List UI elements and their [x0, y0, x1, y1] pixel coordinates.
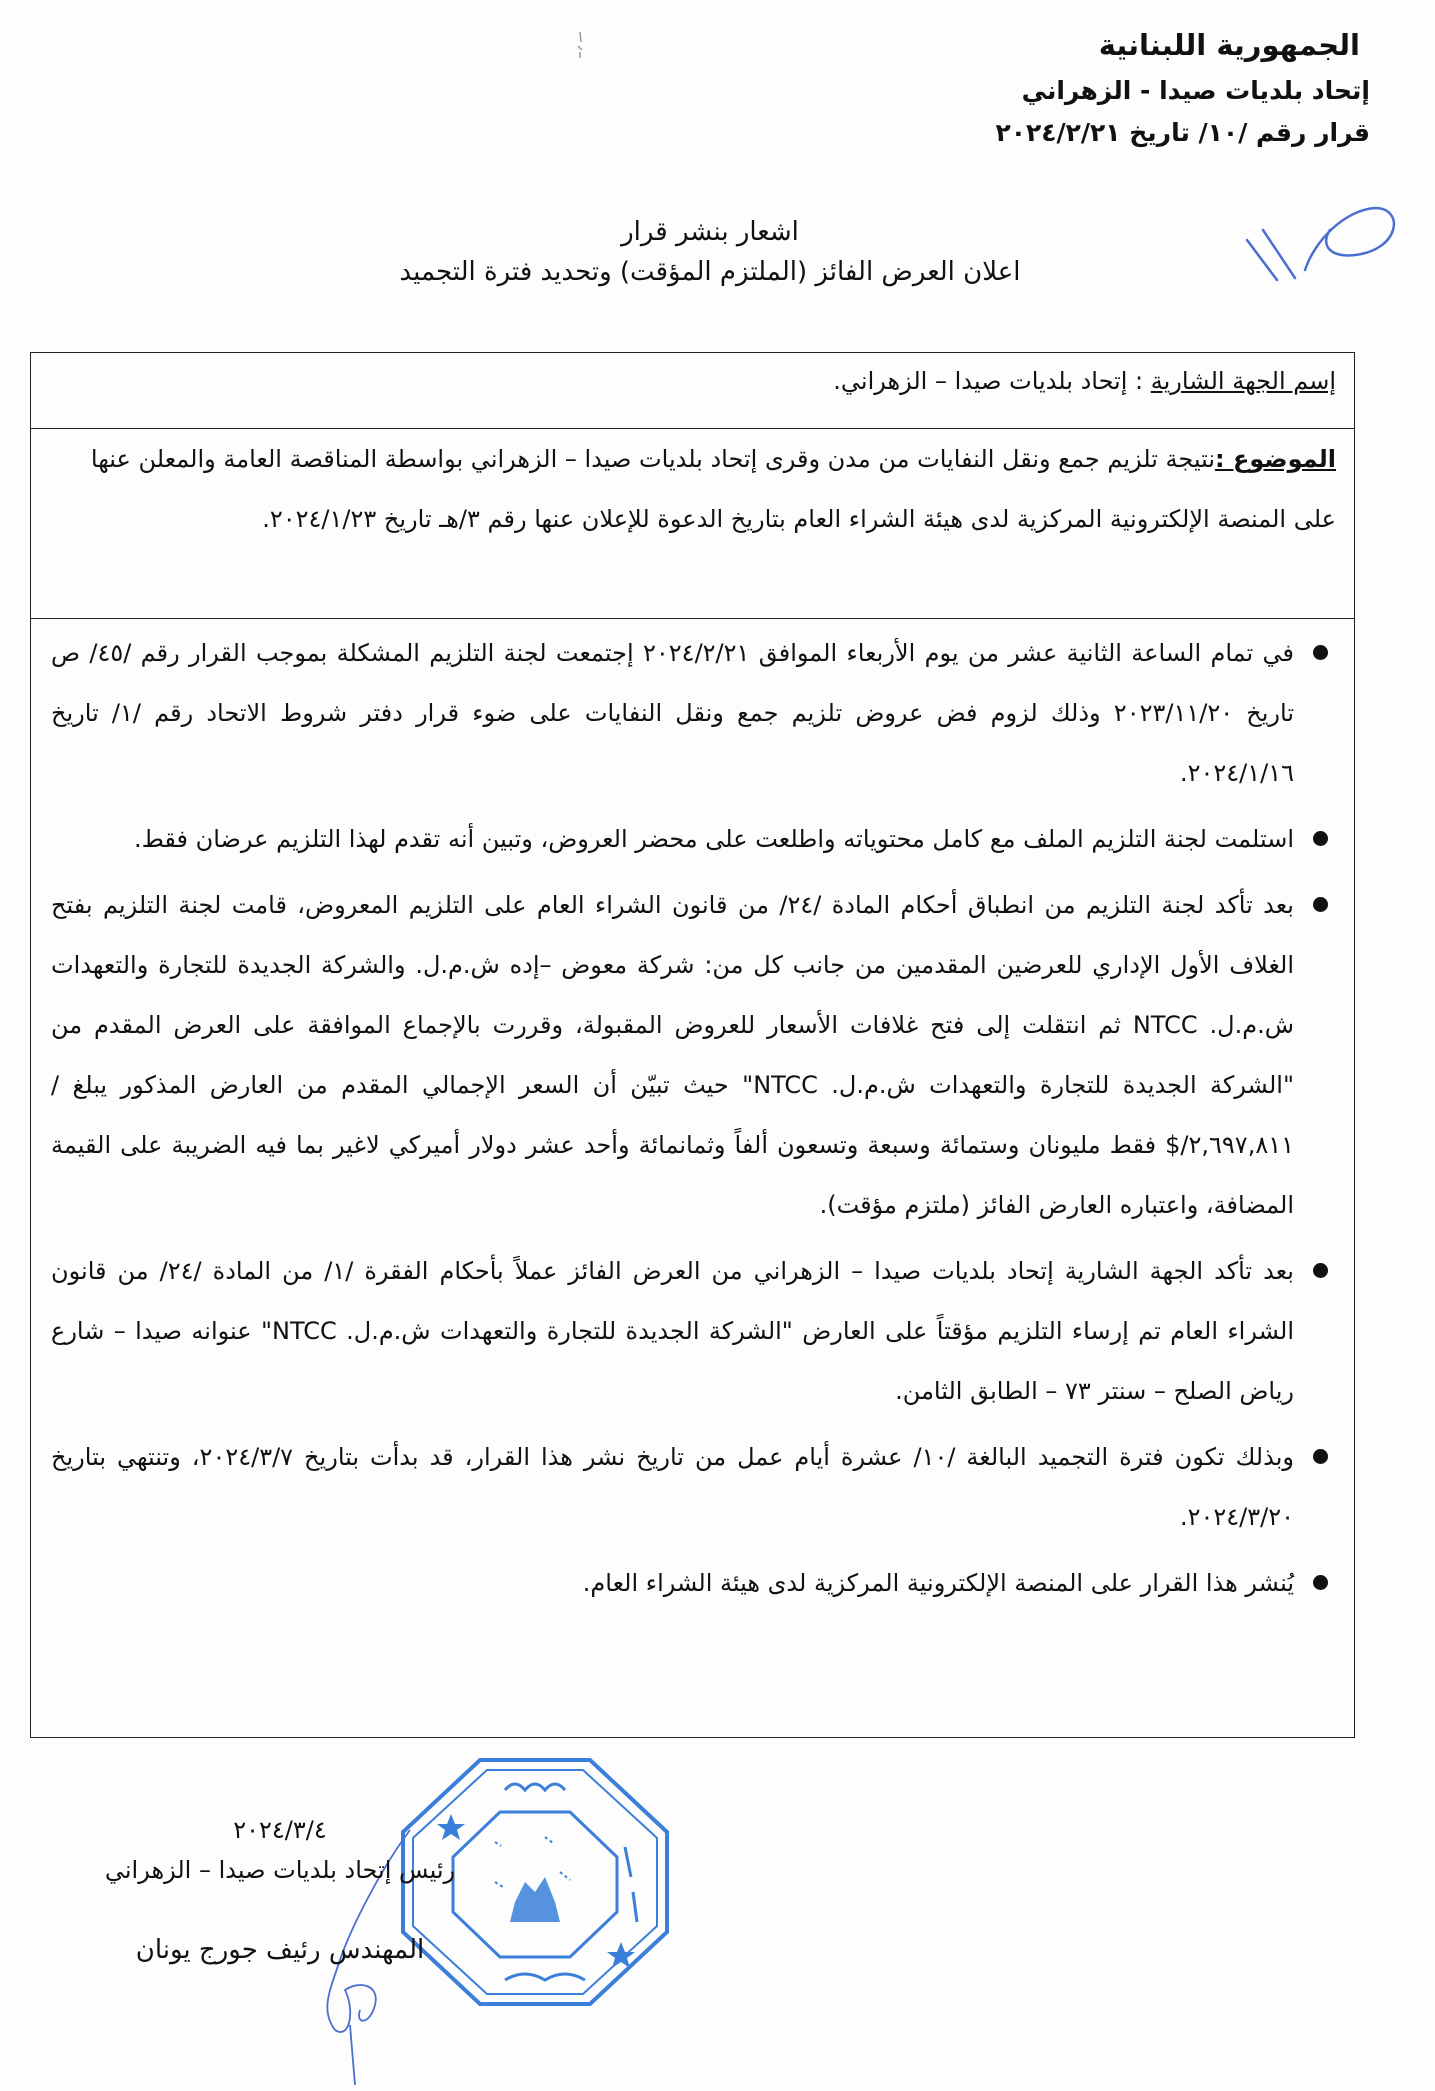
- list-item: في تمام الساعة الثانية عشر من يوم الأربعاء الموافق ٢٠٢٤/٢/٢١ إجتمعت لجنة التلزيم المشكلة بموجب القرار رقم /٤٥/ ص تاريخ ٢٠٢٣/١١/٢٠ وذلك لزوم فض عروض تلزيم جمع ونقل النفايات على ضوء قرار دفتر شروط الاتحاد رقم /١/ تاريخ ٢٠٢٤/١/١٦.: [51, 623, 1336, 803]
- list-item: وبذلك تكون فترة التجميد البالغة /١٠/ عشرة أيام عمل من تاريخ نشر هذا القرار، قد بدأت بتاريخ ٢٠٢٤/٣/٧، وتنتهي بتاريخ ٢٠٢٤/٣/٢٠.: [51, 1427, 1336, 1547]
- issuer-name: إتحاد بلديات صيدا - الزهراني: [1021, 76, 1370, 105]
- list-item: يُنشر هذا القرار على المنصة الإلكترونية المركزية لدى هيئة الشراء العام.: [51, 1553, 1336, 1613]
- decision-table: [30, 352, 1355, 1738]
- subject-value: نتيجة تلزيم جمع ونقل النفايات من مدن وقرى إتحاد بلديات صيدا – الزهراني بواسطة المناقصة العامة والمعلن عنها على المنصة الإلكترونية المركزية لدى هيئة الشراء العام بتاريخ الدعوة للإعلان عنها رقم ٣/هـ تاريخ ٢٠٢٤/١/٢٣.: [90, 445, 1336, 533]
- bullet-icon: [1313, 831, 1328, 846]
- document-titles: [320, 212, 1100, 292]
- signature-date: ٢٠٢٤/٣/٤: [233, 1816, 327, 1844]
- bullet-icon: [1313, 1575, 1328, 1590]
- scan-speck-icon: [575, 30, 585, 60]
- bullet-icon: [1313, 897, 1328, 912]
- subject-title: اعلان العرض الفائز (الملتزم المؤقت) وتحديد فترة التجميد: [399, 257, 1021, 287]
- list-item: استلمت لجنة التلزيم الملف مع كامل محتوياته واطلعت على محضر العروض، وتبين أنه تقدم لهذا التلزيم عرضان فقط.: [51, 809, 1336, 869]
- subject-row: [31, 429, 1354, 619]
- signature-block: [60, 1810, 500, 1970]
- country-name: الجمهورية اللبنانية: [1098, 28, 1360, 62]
- decision-reference: قرار رقم /١٠/ تاريخ ٢٠٢٤/٢/٢١: [995, 118, 1370, 147]
- handwritten-number-icon: [1235, 200, 1405, 290]
- subject-label: الموضوع :: [1215, 445, 1336, 473]
- letterhead: [995, 22, 1370, 154]
- buyer-row: [31, 353, 1354, 429]
- buyer-value: : إتحاد بلديات صيدا – الزهراني.: [833, 367, 1151, 395]
- notice-title: اشعار بنشر قرار: [621, 217, 799, 247]
- bullet-icon: [1313, 1263, 1328, 1278]
- decision-points: [31, 619, 1354, 1613]
- signatory-role: رئيس إتحاد بلديات صيدا – الزهراني: [104, 1856, 456, 1884]
- signatory-name: المهندس رئيف جورج يونان: [135, 1935, 425, 1965]
- list-item: بعد تأكد الجهة الشارية إتحاد بلديات صيدا – الزهراني من العرض الفائز عملاً بأحكام الفقرة /١/ من المادة /٢٤/ من قانون الشراء العام تم إرساء التلزيم مؤقتاً على العارض "الشركة الجديدة للتجارة والتعهدات ش.م.ل. NTCC" عنوانه صيدا – شارع رياض الصلح – سنتر ٧٣ – الطابق الثامن.: [51, 1241, 1336, 1421]
- list-item: بعد تأكد لجنة التلزيم من انطباق أحكام المادة /٢٤/ من قانون الشراء العام على التلزيم المعروض، قامت لجنة التلزيم بفتح الغلاف الأول الإداري للعرضين المقدمين من جانب كل من: شركة معوض –إده ش.م.ل. والشركة الجديدة للتجارة والتعهدات ش.م.ل. NTCC ثم انتقلت إلى فتح غلافات الأسعار للعروض المقبولة، وقررت بالإجماع الموافقة على العرض المقدم من "الشركة الجديدة للتجارة والتعهدات ش.م.ل. NTCC" حيث تبيّن أن السعر الإجمالي المقدم من العارض المذكور يبلغ /٢,٦٩٧,٨١١/$ فقط مليونان وستمائة وسبعة وتسعون ألفاً وثمانمائة وأحد عشر دولار أميركي لاغير بما فيه الضريبة على القيمة المضافة، واعتباره العارض الفائز (ملتزم مؤقت).: [51, 875, 1336, 1235]
- buyer-label: إسم الجهة الشارية: [1150, 367, 1336, 395]
- bullet-icon: [1313, 1449, 1328, 1464]
- bullet-icon: [1313, 645, 1328, 660]
